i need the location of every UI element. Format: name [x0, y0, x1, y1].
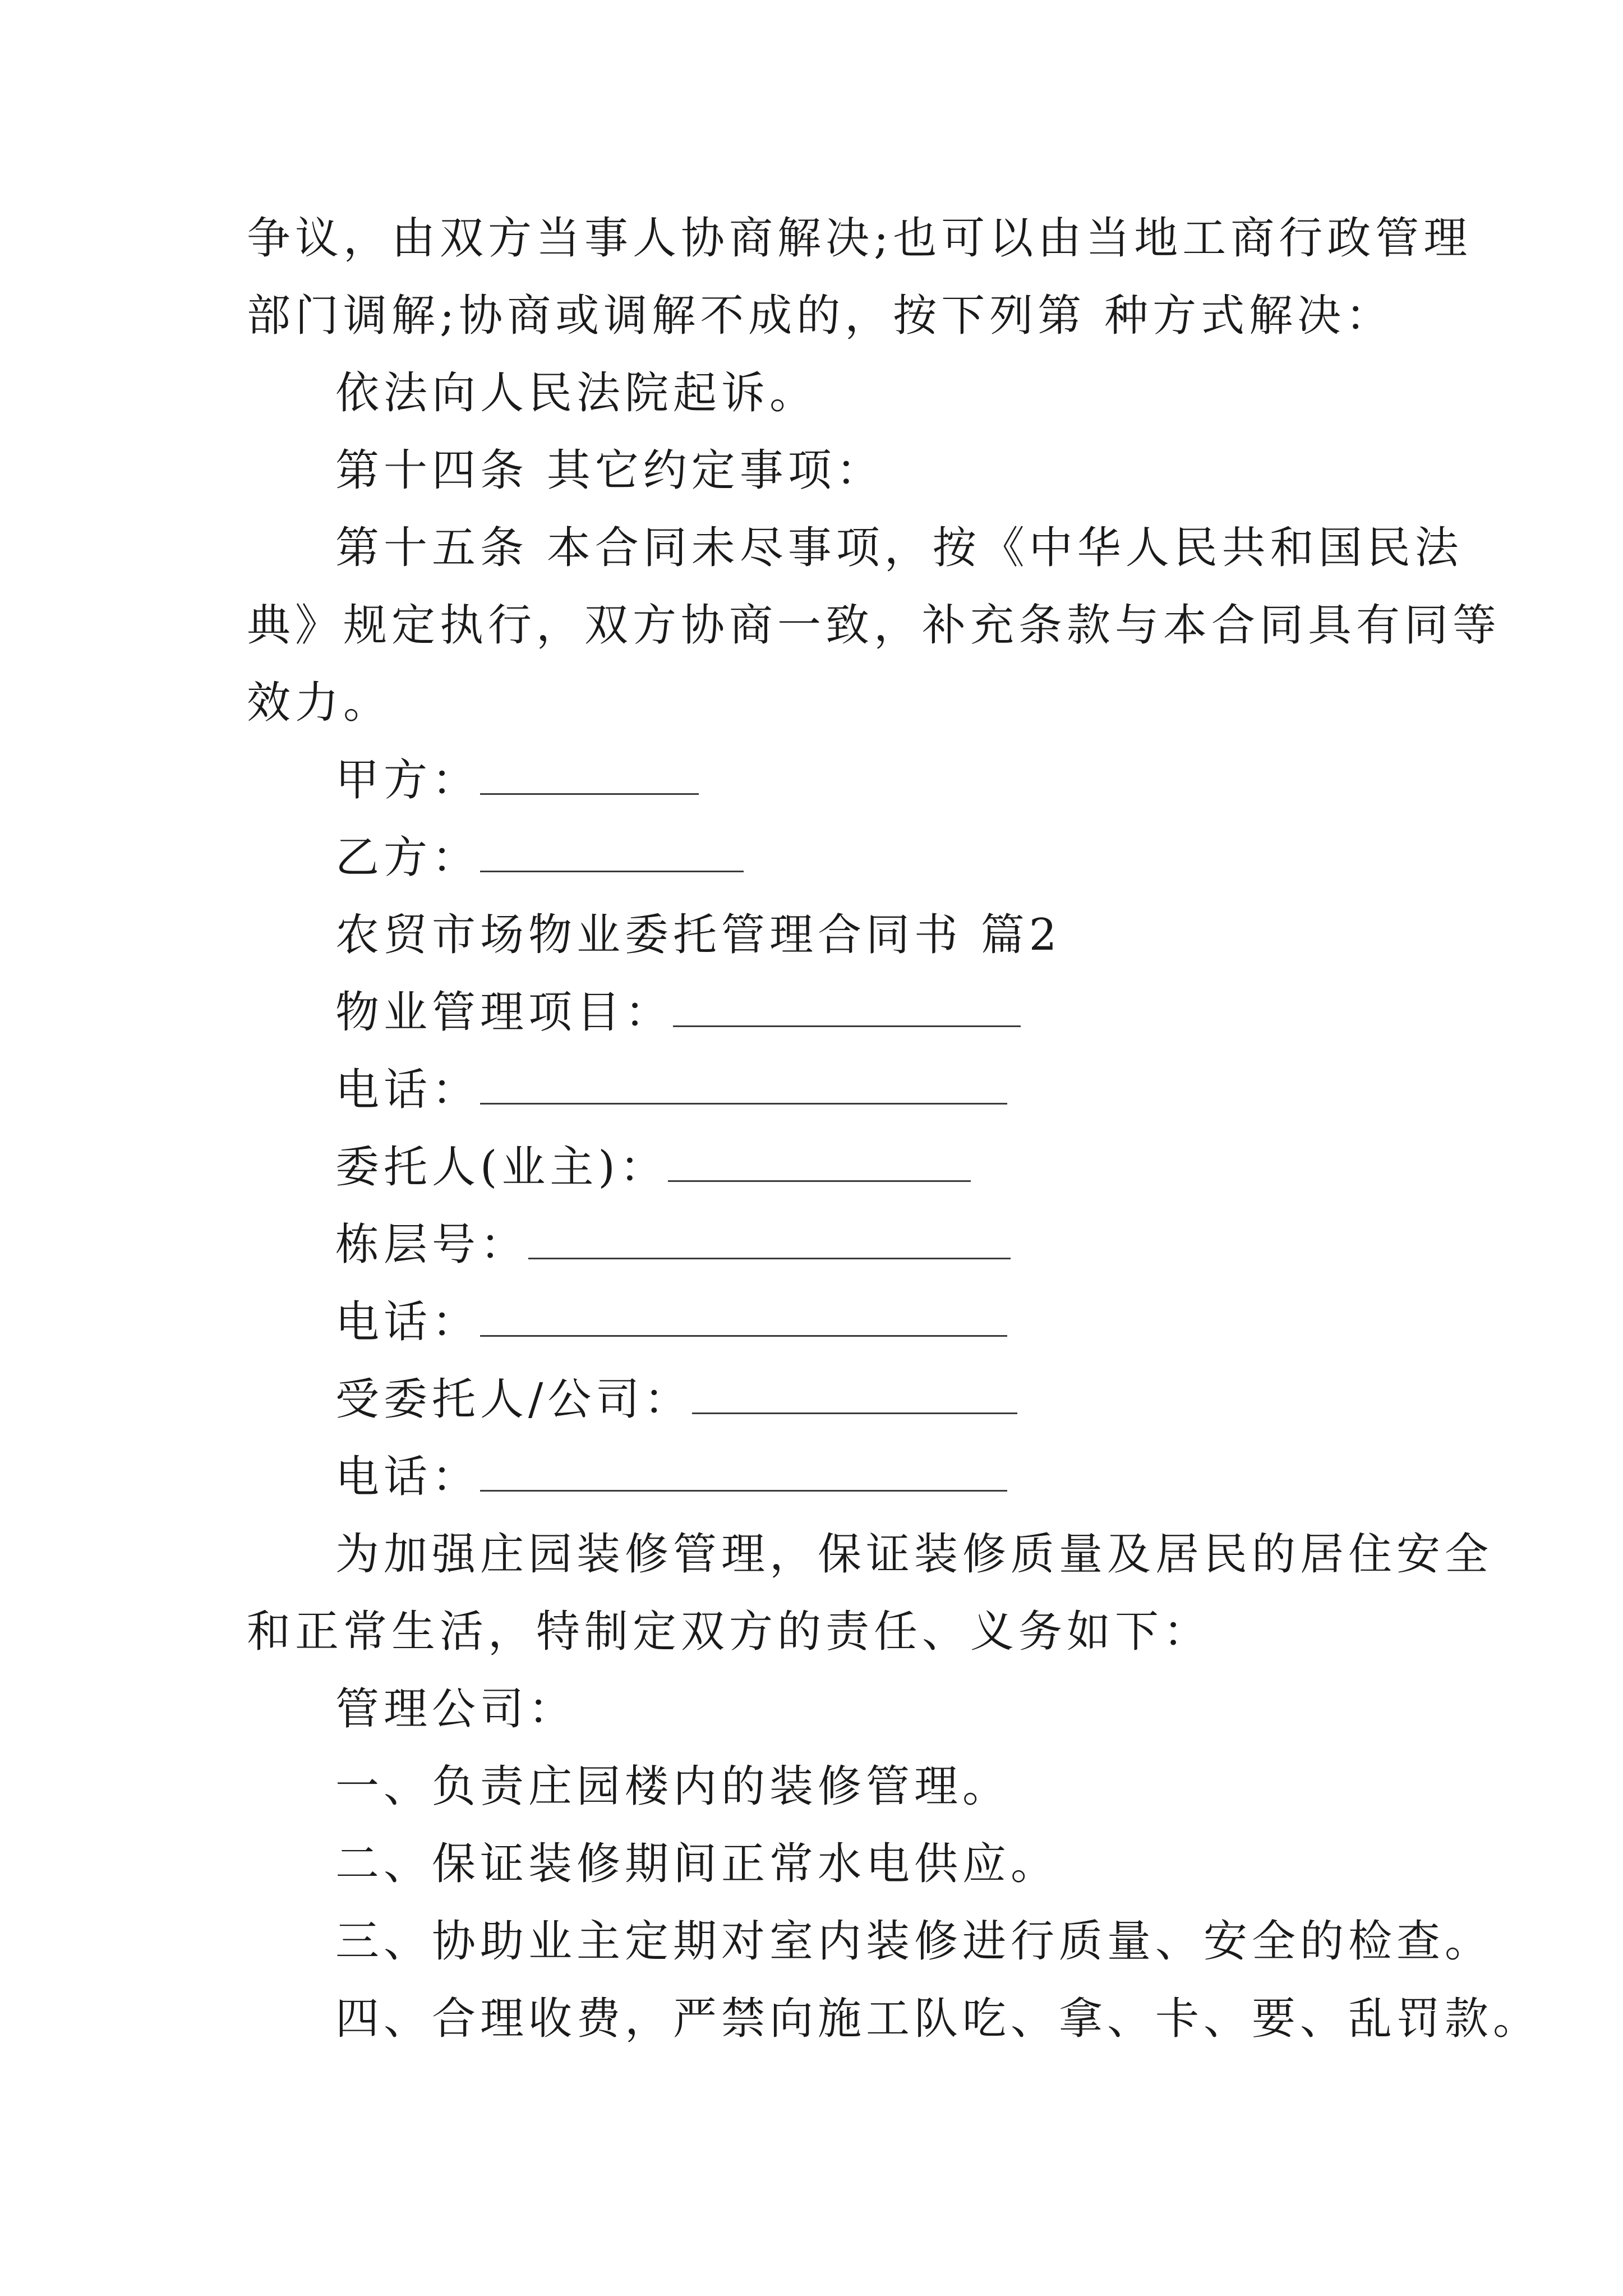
section-title: 农贸市场物业委托管理合同书 篇2: [335, 910, 1062, 960]
field-property-project: [335, 984, 1021, 1041]
field-owner: [335, 1139, 971, 1195]
field-label: 甲方：: [335, 755, 481, 806]
field-phone: [335, 1062, 1007, 1118]
fill-in-blank[interactable]: [480, 835, 744, 872]
field-phone: [335, 1294, 1007, 1350]
duty-item: 二、保证装修期间正常水电供应。: [335, 1839, 1059, 1889]
duty-item: 三、协助业主定期对室内装修进行质量、安全的检查。: [335, 1916, 1493, 1967]
paragraph-line: 部门调解;协商或调解不成的，按下列第 种方式解决：: [247, 291, 1394, 341]
article-15-line: 第十五条 本合同未尽事项，按《中华人民共和国民法: [335, 523, 1463, 573]
paragraph-line: 争议，由双方当事人协商解决;也可以由当地工商行政管理: [247, 213, 1472, 264]
fill-in-blank[interactable]: [480, 1454, 1007, 1492]
field-building-floor: [335, 1217, 1011, 1273]
paragraph-line: 依法向人民法院起诉。: [335, 368, 818, 418]
field-phone: [335, 1449, 1007, 1505]
duty-item: 一、负责庄园楼内的装修管理。: [335, 1761, 1011, 1812]
fill-in-blank[interactable]: [668, 1144, 971, 1182]
fill-in-blank[interactable]: [480, 757, 699, 795]
fill-in-blank[interactable]: [480, 1067, 1007, 1105]
intro-line: 和正常生活，特制定双方的责任、义务如下：: [247, 1607, 1212, 1657]
fill-in-blank[interactable]: [480, 1299, 1007, 1337]
field-label: 物业管理项目：: [335, 987, 674, 1038]
field-label: 电话：: [335, 1452, 481, 1502]
fill-in-blank[interactable]: [692, 1377, 1017, 1414]
intro-line: 为加强庄园装修管理，保证装修质量及居民的居住安全: [335, 1529, 1493, 1580]
field-trustee-company: [335, 1372, 1017, 1428]
field-label: 栋层号：: [335, 1220, 529, 1270]
company-heading: 管理公司：: [335, 1684, 577, 1734]
duty-item: 四、合理收费，严禁向施工队吃、拿、卡、要、乱罚款。: [335, 1994, 1542, 2044]
field-label: 受委托人/公司：: [335, 1374, 693, 1425]
field-label: 委托人(业主)：: [335, 1142, 668, 1193]
fill-in-blank[interactable]: [673, 990, 1021, 1027]
fill-in-blank[interactable]: [528, 1222, 1011, 1259]
article-15-line: 典》规定执行，双方协商一致，补充条款与本合同具有同等: [247, 600, 1501, 651]
field-label: 乙方：: [335, 832, 481, 883]
field-label: 电话：: [335, 1065, 481, 1115]
field-label: 电话：: [335, 1297, 481, 1347]
article-15-line: 效力。: [247, 678, 392, 728]
article-14-heading: 第十四条 其它约定事项：: [335, 445, 884, 496]
signature-field-party-b: [335, 830, 744, 886]
signature-field-party-a: [335, 752, 699, 808]
